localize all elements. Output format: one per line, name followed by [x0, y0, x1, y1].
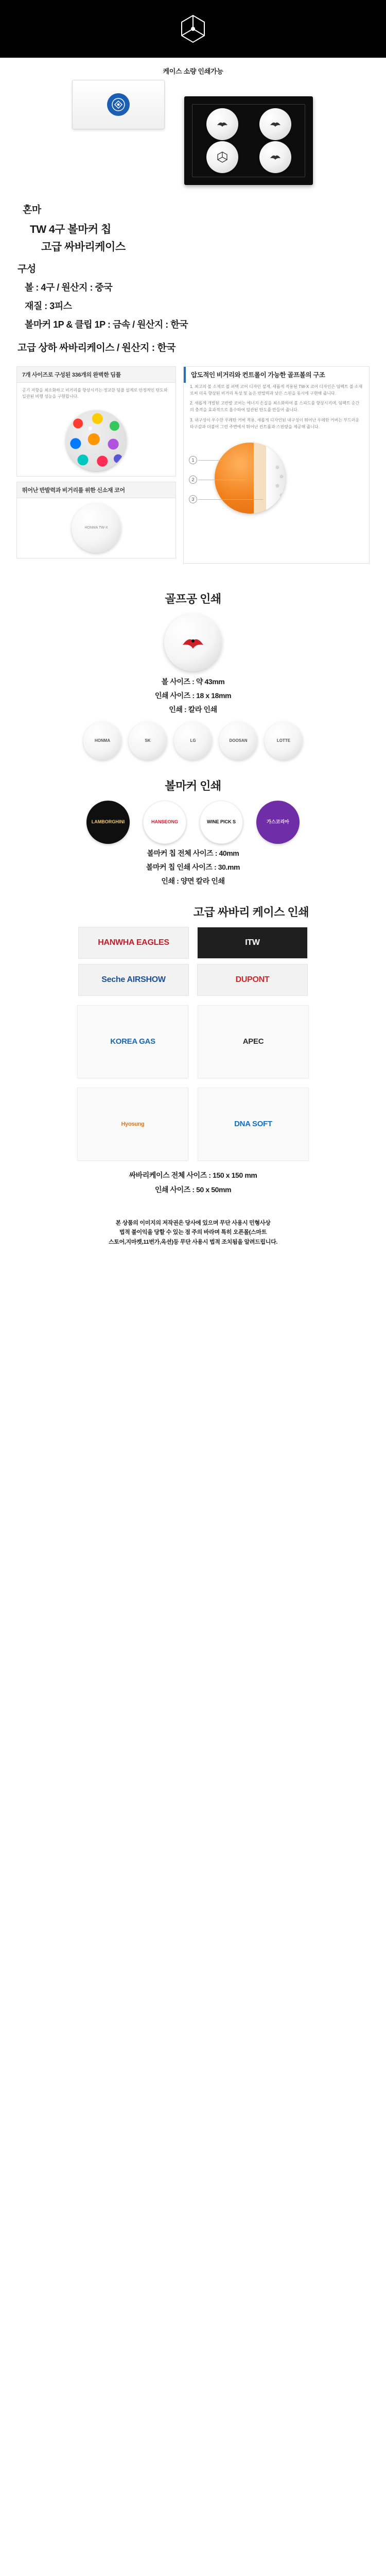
- eagle-logo-icon: [270, 153, 281, 161]
- structure-card-body: [184, 383, 369, 438]
- ball-sample-row: [0, 722, 386, 760]
- mosaic-ball-image: [66, 410, 127, 471]
- spec-line-marker: 볼마커 1P & 클립 1P : 금속 / 원산지 : 한국: [25, 319, 188, 330]
- case-print-size-spec: 인쇄 사이즈 : 50 x 50mm: [154, 1185, 232, 1194]
- golf-ball: [206, 141, 238, 173]
- structure-paragraph-1: 1. 최고의 볼 소재로 볼 퍼텍 코어 디자인 설계, 새롭게 적용된 TW-X 코어 디자인은 임팩트 볼 소재로써 더욱 향상된 비거리 특성 및 높은 반발력과 낮은 스핀을 동시에 구현해 줍니다.: [190, 384, 363, 396]
- case-cloth-grid: [0, 1005, 386, 1161]
- ball-sample: SK: [129, 722, 167, 760]
- structure-paragraph-2: 2. 새롭게 개발된 고반발 코어는 에너지 손실을 최소화하여 볼 스피드를 향상시키며, 임팩트 순간의 충격을 효과적으로 흡수하여 일관된 탄도를 만들어 줍니다.: [190, 401, 360, 413]
- marker-sample: HANSEONG: [143, 801, 186, 844]
- hexagon-x-logo-icon: [178, 13, 208, 44]
- ball-print-section: [0, 590, 386, 760]
- composition-label: 구성: [17, 264, 36, 275]
- dimple-card-figure: [17, 405, 176, 476]
- copyright-notice: [0, 1209, 386, 1261]
- ball-size-spec: 볼 사이즈 : 약 43mm: [161, 677, 225, 686]
- hex-x-logo-icon: [216, 151, 229, 163]
- marker-print-section: [0, 777, 386, 886]
- product-detail-page: [0, 0, 386, 1261]
- case-cloth-label: Hyosung: [121, 1121, 145, 1127]
- product-title: TW 4구 볼마커 칩: [30, 224, 111, 235]
- marker-print-type-spec: 인쇄 : 양면 칼라 인쇄: [161, 876, 225, 885]
- eagle-logo-icon: [217, 120, 228, 128]
- core-card: [16, 482, 176, 558]
- case-base: [184, 96, 313, 185]
- ball-cutaway-image: [215, 443, 286, 514]
- product-subtitle: 고급 싸바리케이스: [41, 241, 126, 253]
- ball-print-specs: [0, 676, 386, 715]
- case-band-sample: DUPONT: [197, 964, 308, 996]
- spec-line-ball: 볼 : 4구 / 원산지 : 중국: [25, 282, 113, 293]
- notice-line-1: 본 상품의 이미지의 저작권은 당사에 있으며 무단 사용시 민형사상: [115, 1219, 271, 1226]
- case-cloth-sample: [77, 1005, 188, 1078]
- ball-print-hero: [0, 614, 386, 671]
- hanwha-eagles-logo-icon: [182, 635, 204, 650]
- plain-ball-label: HONMA TW-X: [84, 526, 108, 530]
- hero-banner: [0, 0, 386, 58]
- photo-caption: 케이스 소량 인쇄가능: [163, 67, 223, 75]
- structure-card: [183, 366, 370, 564]
- case-cloth-label: DNA SOFT: [234, 1120, 272, 1129]
- golf-ball: [206, 108, 238, 140]
- case-print-title: 고급 싸바리 케이스 인쇄: [193, 905, 309, 919]
- spec-line-material: 재질 : 3피스: [25, 301, 72, 311]
- marker-sample: 가스코리아: [256, 801, 300, 844]
- notice-line-3: 스토어,지마켓,11번가,옥션)등 무단 사용시 법적 조치됨을 알려드립니다.: [108, 1239, 278, 1246]
- ball-print-type-spec: 인쇄 : 칼라 인쇄: [169, 705, 217, 714]
- spec-line-case: 고급 상하 싸바리케이스 / 원산지 : 한국: [17, 343, 176, 353]
- info-panels: [0, 361, 386, 573]
- marker-print-specs: [0, 848, 386, 886]
- ball-print-size-spec: 인쇄 사이즈 : 18 x 18mm: [154, 691, 232, 700]
- printed-ball-image: [164, 614, 222, 671]
- photo-stage: [72, 80, 314, 185]
- notice-line-2: 법적 불이익을 당할 수 있는 점 주의 바라며 특히 오픈몰(스마트: [119, 1229, 267, 1236]
- case-cloth-label: KOREA GAS: [110, 1037, 155, 1046]
- ball-sample: LG: [174, 722, 212, 760]
- core-card-figure: [17, 498, 176, 558]
- dimple-card: [16, 366, 176, 477]
- callout-3: 3: [189, 495, 197, 503]
- case-print-section: [0, 904, 386, 1195]
- core-card-title: 뛰어난 반발력과 비거리를 위한 신소재 코어: [17, 482, 176, 498]
- golf-ball: [259, 108, 291, 140]
- case-cloth-sample: [198, 1088, 309, 1161]
- ball-sample: DOOSAN: [219, 722, 257, 760]
- case-total-size-spec: 싸바리케이스 전체 사이즈 : 150 x 150 mm: [129, 1171, 257, 1179]
- case-cloth-sample: [77, 1088, 188, 1161]
- case-cloth-sample: [198, 1005, 309, 1078]
- spec-block: [0, 191, 386, 361]
- case-band-row-1: [0, 927, 386, 959]
- case-band-row-2: [0, 964, 386, 996]
- dimple-card-title: 7개 사이즈로 구성된 336개의 완벽한 딤플: [17, 367, 176, 383]
- marker-print-size-spec: 볼마커 칩 인쇄 사이즈 : 30.mm: [146, 862, 240, 871]
- marker-sample: WINE PICK S: [200, 801, 243, 844]
- eagle-logo-icon: [270, 120, 281, 128]
- case-band-sample: ITW: [197, 927, 308, 959]
- ball-sample: LOTTE: [265, 722, 303, 760]
- structure-paragraph-3: 3. 내구성이 우수한 우레탄 커버 적용, 새롭게 디자인된 내구성이 뛰어난 우레탄 커버는 부드러운 타구감과 더불어 그린 주변에서 뛰어난 컨트롤과 스핀량을 제공해 줍니다.: [190, 418, 360, 429]
- panel-left: [16, 366, 176, 564]
- case-band-sample: Seche AIRSHOW: [78, 964, 189, 996]
- case-print-specs: [0, 1170, 386, 1195]
- ball-sample: HONMA: [83, 722, 121, 760]
- callout-2: 2: [189, 476, 197, 484]
- panel-right: [183, 366, 370, 564]
- marker-total-size-spec: 볼마커 칩 전체 사이즈 : 40mm: [147, 849, 239, 857]
- ball-print-title: 골프공 인쇄: [165, 592, 221, 605]
- plain-ball-image: [72, 503, 121, 553]
- product-photo-block: [0, 58, 386, 191]
- ball-cutaway-figure: [187, 439, 366, 517]
- dimple-card-body: 공기 저항을 최소화하고 비거리를 향상시키는 정교한 딤플 설계로 안정적인 탄도와 일관된 비행 성능을 구현합니다.: [22, 388, 168, 399]
- ball-tray: [192, 104, 305, 177]
- marker-sample-row: [0, 801, 386, 844]
- case-band-sample: HANWHA EAGLES: [78, 927, 189, 959]
- case-lid: [72, 80, 165, 129]
- marker-print-title: 볼마커 인쇄: [165, 779, 221, 792]
- blue-circle-logo-icon: [107, 93, 130, 116]
- marker-sample: LAMBORGHINI: [86, 801, 130, 844]
- callout-1: 1: [189, 456, 197, 464]
- golf-ball: [259, 141, 291, 173]
- structure-card-title: 압도적인 비거리와 컨트롤이 가능한 골프볼의 구조: [184, 367, 369, 383]
- brand-name: 혼마: [23, 205, 41, 215]
- case-cloth-label: APEC: [242, 1037, 264, 1046]
